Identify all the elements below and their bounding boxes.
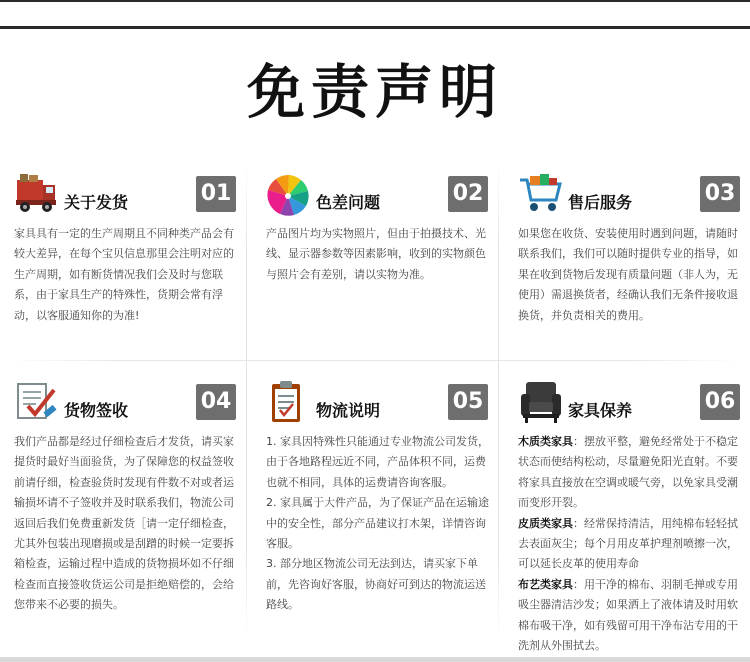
- logistics-paragraph: 3. 部分地区物流公司无法到达，请买家下单前，先咨询好客服，协商好可到达的物流运送路线。: [266, 557, 486, 612]
- care-item: [518, 575, 748, 657]
- care-item-text: ：摆放平整，避免经常处于不稳定状态而使结构松动，尽量避免阳光直射。不要将家具直接放在空调或暖气旁，以免家具受潮而变形开裂。: [518, 435, 738, 510]
- card-title: 家具保养: [568, 401, 633, 420]
- card-title: 色差问题: [316, 193, 381, 212]
- card-furniture-care: [518, 380, 748, 656]
- card-number-badge: 02: [448, 176, 488, 212]
- card-number-badge: 04: [196, 384, 236, 420]
- armchair-icon: [518, 380, 564, 424]
- card-text: [266, 432, 496, 616]
- card-number-badge: 06: [700, 384, 740, 420]
- card-after-sales: [518, 172, 748, 326]
- page-title: 免责声明: [246, 58, 503, 126]
- card-title: 关于发货: [64, 193, 129, 212]
- card-number-badge: 01: [196, 176, 236, 212]
- clipboard-icon: [266, 380, 312, 424]
- logistics-paragraph: 1. 家具因特殊性只能通过专业物流公司发货，由于各地路程远近不同，产品体积不同，运费也就不相同，具体的运费请咨询客服。: [266, 435, 489, 489]
- card-number-badge: 05: [448, 384, 488, 420]
- row-divider: [10, 360, 740, 361]
- care-item-text: ：经常保持清洁，用纯棉布轻轻拭去表面灰尘；每个月用皮革护理剂喷擦一次，可以延长皮革的使用寿命: [518, 516, 738, 571]
- card-title: 货物签收: [64, 401, 129, 420]
- column-divider: [246, 160, 247, 640]
- card-number-badge: 03: [700, 176, 740, 212]
- bottom-border: [0, 657, 750, 662]
- card-shipping: [14, 172, 244, 326]
- care-item: [518, 514, 748, 575]
- care-item-label: 皮质类家具: [518, 516, 573, 530]
- care-item-label: 布艺类家具: [518, 577, 573, 591]
- card-title: 售后服务: [568, 193, 633, 212]
- card-text: 家具具有一定的生产周期且不同种类产品会有较大差异，在每个宝贝信息那里会注明对应的生产周期，如有断货情况我们会及时与您联系，由于家具生产的特殊性，货期会常有浮动，以客服通知你的为准!: [14, 227, 234, 322]
- shopping-cart-icon: [518, 172, 564, 216]
- top-border-thick-line: [0, 26, 750, 29]
- card-text: 产品图片均为实物照片，但由于拍摄技术、光线、显示器参数等因素影响，收到的实物颜色与照片会有差别，请以实物为准。: [266, 227, 486, 281]
- color-palette-icon: [266, 172, 312, 216]
- column-divider: [498, 160, 499, 640]
- top-border-line: [0, 0, 750, 2]
- card-text: [518, 432, 748, 656]
- delivery-truck-icon: [14, 172, 60, 216]
- logistics-paragraph: 2. 家具属于大件产品，为了保证产品在运输途中的安全性，部分产品建议打木架，详情咨询客服。: [266, 496, 489, 551]
- card-text: 我们产品都是经过仔细检查后才发货，请买家提货时最好当面验货，为了保障您的权益签收前请仔细，检查验货时发现有件数不对或者运输损坏请不子签收并及时联系我们，物流公司返回后我们免费重新发货［请一定仔细检查，尤其外包装出现磨损或是刮蹭的时候一定要拆箱检查，运输过程中造成的货物损坏如不仔细检查而直接签收货运公司是拒绝赔偿的，会给您带来不必要的损失。: [14, 435, 234, 612]
- card-receipt-inspection: [14, 380, 244, 616]
- card-text: 如果您在收货、安装使用时遇到问题，请随时联系我们，我们可以随时提供专业的指导，如果在收到货物后发现有质量问题（非人为，无使用）需退换货者，经确认我们无条件接收退换货，并负责相关的费用。: [518, 227, 738, 322]
- care-item-text: ：用干净的棉布、羽制毛掸或专用吸尘器清洁沙发；如果洒上了液体请及时用软棉布吸干净，如有残留可用干净布沾专用的干洗剂从外围拭去。: [518, 577, 738, 653]
- card-color-difference: [266, 172, 496, 285]
- card-logistics: [266, 380, 496, 616]
- care-item-label: 木质类家具: [518, 435, 573, 448]
- card-title: 物流说明: [316, 401, 381, 420]
- checklist-icon: [14, 380, 60, 424]
- care-item: [518, 432, 748, 514]
